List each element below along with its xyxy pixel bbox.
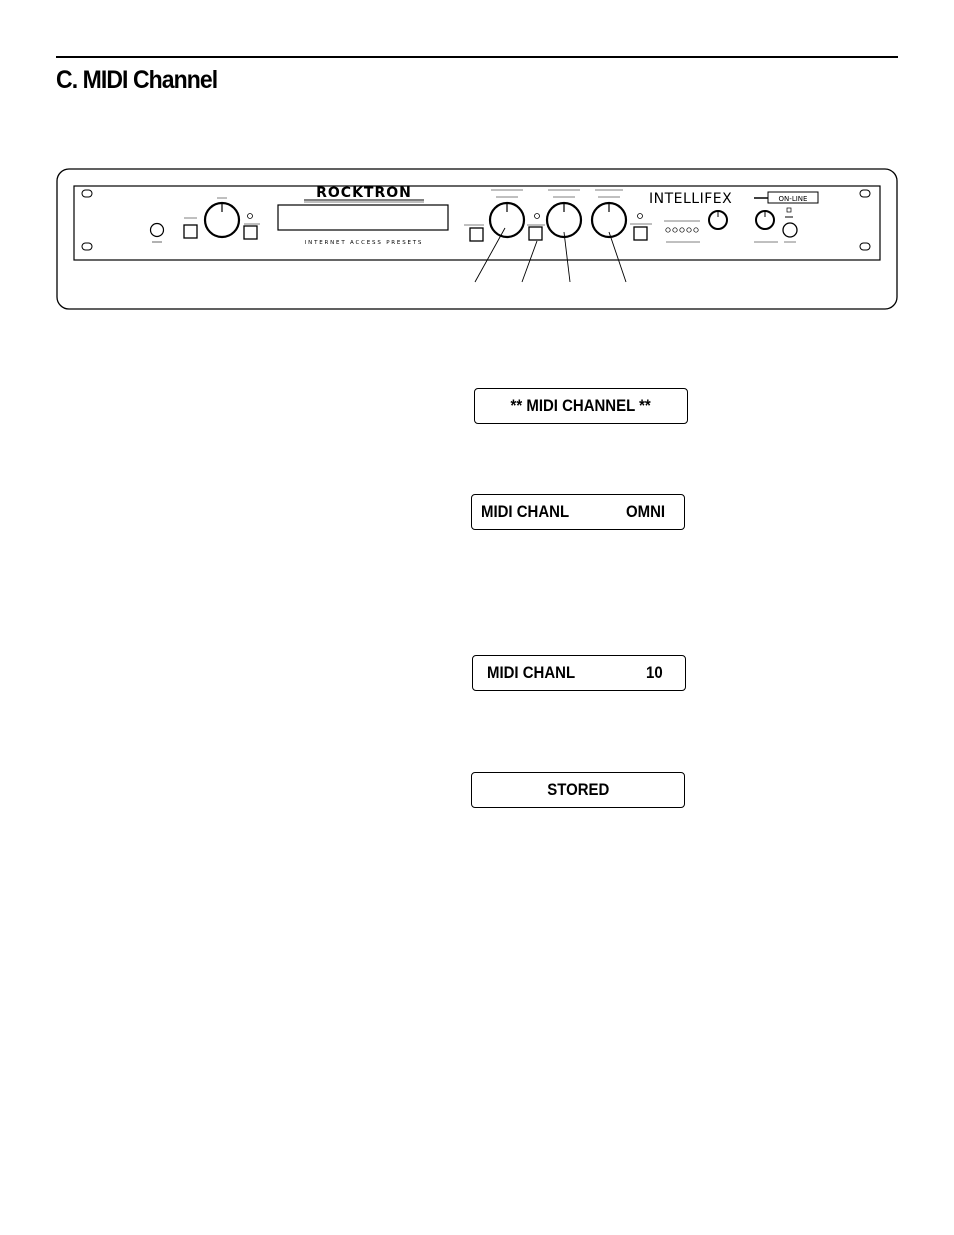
panel-button-bypass — [244, 226, 257, 239]
lcd-screen-midi-channel-menu — [474, 388, 688, 424]
lcd-label: MIDI CHANL — [481, 502, 570, 521]
panel-button-compare — [634, 227, 647, 240]
panel-button-program — [470, 228, 483, 241]
lcd-screen-midi-channel-10 — [472, 655, 686, 691]
lcd-text: ** MIDI CHANNEL ** — [510, 396, 652, 415]
power-button-icon — [783, 223, 797, 237]
lcd-screen-stored — [471, 772, 685, 808]
lcd-text: STORED — [546, 780, 610, 799]
lcd-label: MIDI CHANL — [487, 663, 576, 682]
panel-button-left — [184, 225, 197, 238]
section-title: C. MIDI Channel — [56, 66, 218, 94]
online-badge: ON-LINE — [778, 195, 808, 203]
lcd-value: OMNI — [626, 502, 666, 521]
lcd-value: 10 — [646, 663, 663, 682]
model-logo: INTELLIFEX — [649, 191, 733, 207]
lcd-screen-midi-omni — [471, 494, 685, 530]
display-window — [278, 205, 448, 230]
brand-logo: ROCKTRON — [316, 185, 412, 201]
panel-button-store — [529, 227, 542, 240]
device-front-panel-illustration — [56, 168, 898, 310]
display-caption: INTERNET ACCESS PRESETS — [304, 240, 424, 246]
section-top-rule — [56, 56, 898, 58]
